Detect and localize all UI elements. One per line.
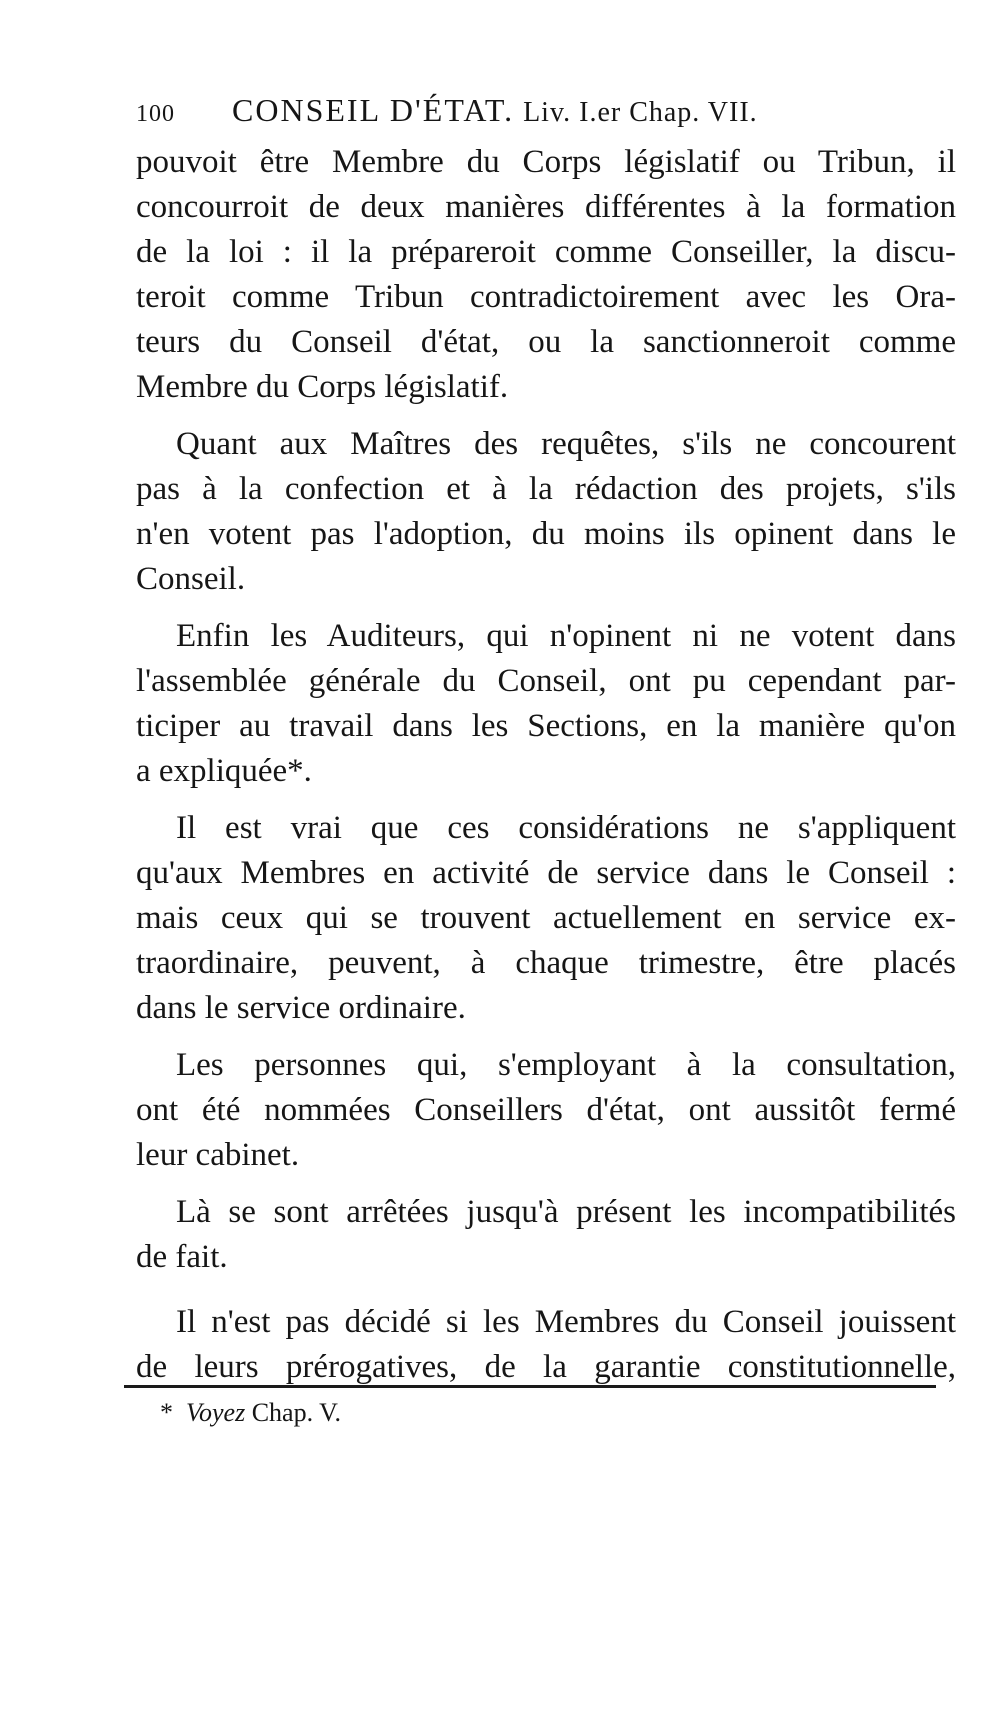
text-line: teroit comme Tribun contradictoirement avec les Ora- [136, 279, 956, 315]
text-line: a expliquée*. [136, 753, 312, 789]
running-head [136, 92, 946, 136]
paragraph [136, 614, 956, 794]
paragraph [136, 1300, 956, 1390]
footnote [160, 1398, 341, 1428]
text-line: qu'aux Membres en activité de service dans le Conseil : [136, 855, 956, 891]
text-line: Enfin les Auditeurs, qui n'opinent ni ne votent dans [176, 618, 956, 654]
text-line: leur cabinet. [136, 1137, 300, 1173]
text-line: pouvoit être Membre du Corps législatif ou Tribun, il [136, 144, 956, 180]
chapter-location: Liv. I.er Chap. VII. [523, 97, 758, 128]
footnote-reference: Voyez [186, 1398, 246, 1427]
text-line: teurs du Conseil d'état, ou la sanctionneroit comme [136, 324, 956, 360]
text-line: dans le service ordinaire. [136, 990, 466, 1026]
paragraph [136, 422, 956, 602]
footnote-rule [124, 1385, 936, 1388]
paragraph [136, 1043, 956, 1178]
text-line: Il n'est pas décidé si les Membres du Conseil jouissent [176, 1304, 956, 1340]
text-line: de leurs prérogatives, de la garantie constitutionnelle, [136, 1349, 956, 1385]
text-line: Il est vrai que ces considérations ne s'appliquent [176, 810, 956, 846]
text-line: traordinaire, peuvent, à chaque trimestre, être placés [136, 945, 956, 981]
paragraph [136, 140, 956, 410]
text-line: Quant aux Maîtres des requêtes, s'ils ne concourent [176, 426, 956, 462]
text-line: concourroit de deux manières différentes à la formation [136, 189, 956, 225]
text-line: n'en votent pas l'adoption, du moins ils opinent dans le [136, 516, 956, 552]
text-line: de la loi : il la prépareroit comme Conseiller, la discu- [136, 234, 956, 270]
running-title: CONSEIL D'ÉTAT. [232, 92, 515, 128]
footnote-text: Chap. V. [251, 1398, 342, 1427]
text-line: Les personnes qui, s'employant à la consultation, [176, 1047, 956, 1083]
text-line: Conseil. [136, 561, 246, 597]
paragraph [136, 806, 956, 1031]
text-line: de fait. [136, 1239, 228, 1275]
text-line: ticiper au travail dans les Sections, en la manière qu'on [136, 708, 956, 744]
body-text [136, 140, 956, 1402]
text-line: mais ceux qui se trouvent actuellement en service ex- [136, 900, 956, 936]
text-line: Membre du Corps législatif. [136, 369, 509, 405]
paragraph [136, 1190, 956, 1280]
text-line: pas à la confection et à la rédaction des projets, s'ils [136, 471, 956, 507]
footnote-marker: * [160, 1398, 173, 1427]
text-line: Là se sont arrêtées jusqu'à présent les incompatibilités [176, 1194, 956, 1230]
text-line: ont été nommées Conseillers d'état, ont aussitôt fermé [136, 1092, 956, 1128]
text-line: l'assemblée générale du Conseil, ont pu cependant par- [136, 663, 956, 699]
page-number: 100 [136, 101, 175, 127]
